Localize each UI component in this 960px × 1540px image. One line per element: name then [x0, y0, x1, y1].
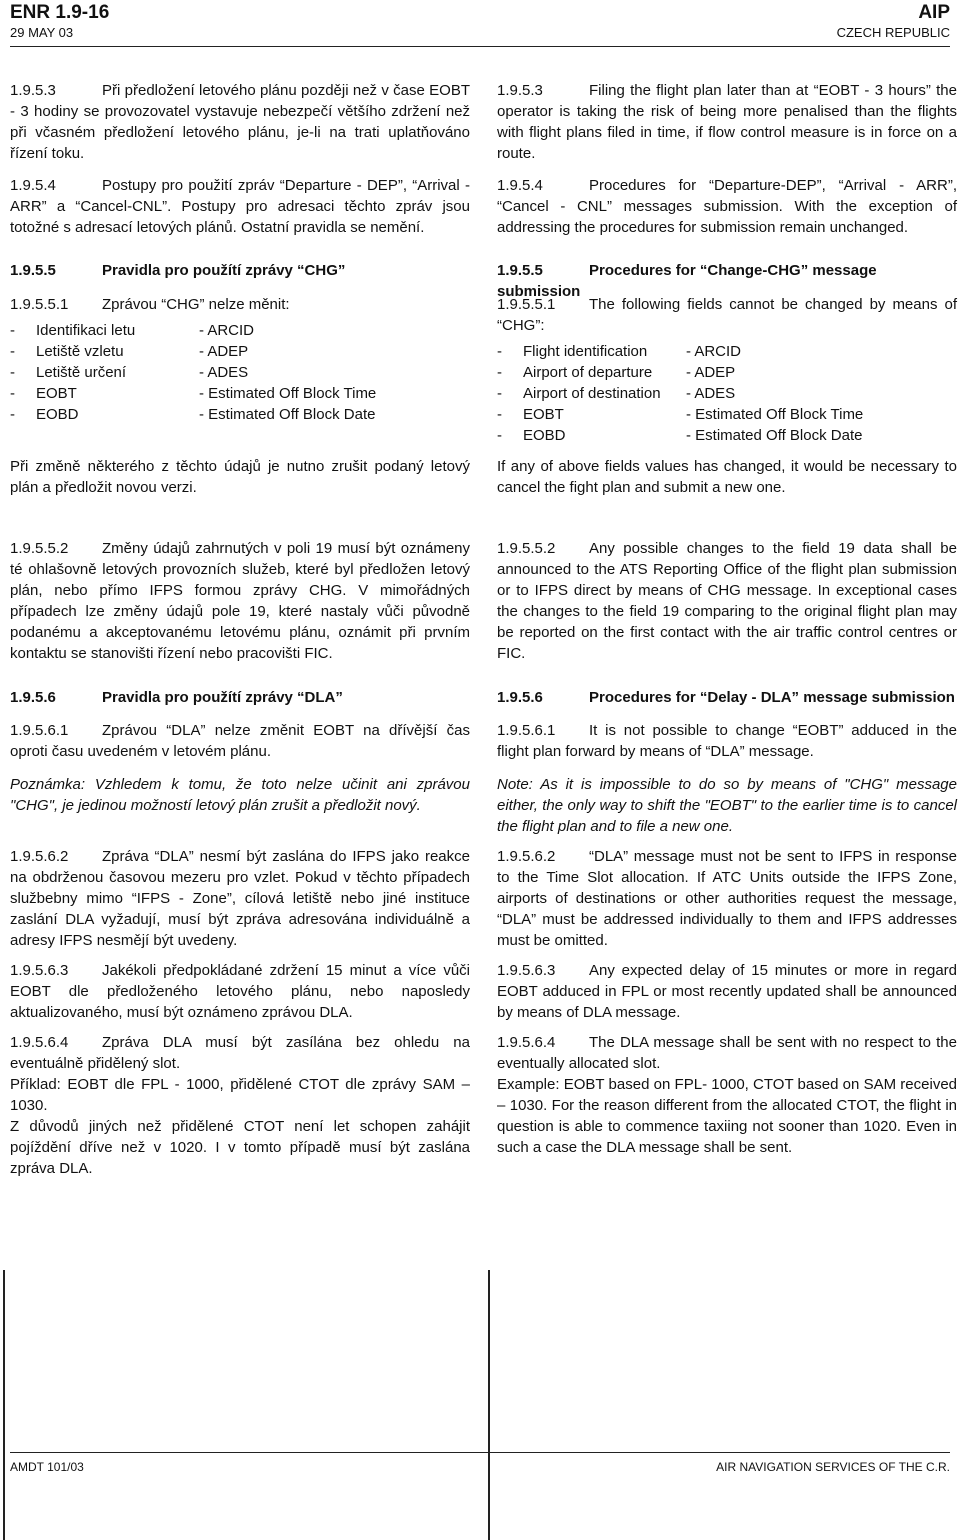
list-item: - EOBT - Estimated Off Block Time — [497, 406, 864, 423]
paragraph-1-9-5-4: 1.9.5.4 Postupy pro použití zpráv “Departure - DEP”, “Arrival - ARR” a “Cancel-CNL”. Postupy pro adresaci těchto zpráv jsou totožné s adresací letových plánů. Ostatní pravidla se nemění. — [10, 177, 470, 236]
heading-1-9-5-5: 1.9.5.5 Procedures for “Change-CHG” message submission — [497, 262, 877, 300]
list-item: - Letiště určení - ADES — [10, 364, 249, 381]
list-item: - Identifikaci letu - ARCID — [10, 322, 255, 339]
page-code: ENR 1.9-16 — [10, 2, 110, 23]
paragraph-1-9-5-6-3: 1.9.5.6.3 Jakékoli předpokládané zdržení 15 minut a více vůči EOBT dle předloženého letového plánu, nebo naposledy aktualizovaného, musí být oznámeno zprávou DLA. — [10, 962, 470, 1021]
heading-1-9-5-5: 1.9.5.5 Pravidla pro použítí zprávy “CHG” — [10, 262, 346, 279]
english-field-list — [497, 341, 957, 446]
paragraph-change-note: Při změně některého z těchto údajů je nutno zrušit podaný letový plán a předložit novou verzi. — [10, 458, 470, 496]
page-header-right — [837, 2, 950, 41]
paragraph-1-9-5-5-2: 1.9.5.5.2 Změny údajů zahrnutých v poli 19 musí být oznámeny té ohlašovně letových provozních služeb, které byl předložen letový plán, nebo přímo IFPS formou zprávy CHG. V mimořádných případech lze změny údajů pole 19, které nastaly vůči původně podanému a akceptovanému letovému plánu, oznámit při prvním kontaktu se stanovišti řízení nebo pracovišti FIC. — [10, 540, 470, 662]
publication-code: AIP — [918, 2, 950, 23]
heading-1-9-5-6: 1.9.5.6 Procedures for “Delay - DLA” message submission — [497, 689, 955, 706]
paragraph-1-9-5-5-2: 1.9.5.5.2 Any possible changes to the field 19 data shall be announced to the ATS Reporting Office of the flight plan submission or to IFPS direct by means of CHG message. In exceptional cases the changes to the field 19 comparing to the original flight plan may be reported on the first contact with the air traffic control centres or FIC. — [497, 540, 957, 662]
list-item: - Airport of destination - ADES — [497, 385, 736, 402]
list-item: - EOBD - Estimated Off Block Date — [10, 406, 376, 423]
example-text: Example: EOBT based on FPL- 1000, CTOT based on SAM received – 1030. For the reason different from the allocated CTOT, the flight in question is able to commence taxiing not sooner than 1020. Even in such a case the DLA message shall be sent. — [497, 1076, 957, 1156]
page-header-left — [10, 2, 109, 41]
paragraph-1-9-5-3: 1.9.5.3 Filing the flight plan later than at “EOBT - 3 hours” the operator is taking the risk of being more penalised than the flights with flight plans filed in time, if flow control measure is in force on a route. — [497, 82, 957, 162]
english-column — [497, 80, 957, 164]
footer-rule — [10, 1452, 950, 1453]
list-item: - Airport of departure - ADEP — [497, 364, 736, 381]
paragraph-1-9-5-4: 1.9.5.4 Procedures for “Departure-DEP”, “Arrival - ARR”, “Cancel - CNL” messages submission. With the exception of addressing the procedures for submission remain unchanged. — [497, 177, 957, 236]
country-name: CZECH REPUBLIC — [836, 25, 950, 40]
paragraph-1-9-5-6-4: 1.9.5.6.4 Zpráva DLA musí být zasílána bez ohledu na eventuálně přidělený slot. — [10, 1034, 470, 1072]
paragraph-change-note: If any of above fields values has changed, it would be necessary to cancel the fight plan and submit a new one. — [497, 458, 957, 496]
heading-1-9-5-6: 1.9.5.6 Pravidla pro použítí zprávy “DLA” — [10, 689, 343, 706]
revision-bar-left — [3, 1270, 5, 1540]
paragraph-tail: Z důvodů jiných než přidělené CTOT není let schopen zahájit pojíždění dříve než v 1020. I v tomto případě musí být zaslána zpráva DLA. — [10, 1118, 470, 1177]
czech-column — [10, 80, 470, 164]
paragraph-1-9-5-6-2: 1.9.5.6.2 Zpráva “DLA” nesmí být zaslána do IFPS jako reakce na obdrženou časovou mezeru pro vzlet. Pokud v těchto případech službebny mimo “IFPS - Zone”, cílová letiště nebo jiné instituce zaslání DLA vyžadují, musí být zpráva adresována individuálně a adresy IFPS nesmějí být uvedeny. — [10, 848, 470, 949]
publisher-name: AIR NAVIGATION SERVICES OF THE C.R. — [716, 1460, 950, 1474]
note-paragraph: Note: As it is impossible to do so by means of "CHG" message either, the only way to shift the "EOBT" to the earlier time is to cancel the flight plan and to file a new one. — [497, 776, 957, 835]
paragraph-1-9-5-6-3: 1.9.5.6.3 Any expected delay of 15 minutes or more in regard EOBT adduced in FPL or most recently updated shall be announced by means of DLA message. — [497, 962, 957, 1021]
revision-bar-right — [488, 1270, 490, 1540]
paragraph-1-9-5-3: 1.9.5.3 Při předložení letového plánu později než v čase EOBT - 3 hodiny se provozovatel vystavuje nebezpečí většího zdržení než při včasném předložení letového plánu, je-li na trati uplatňováno řízení toku. — [10, 82, 470, 162]
list-item: - EOBT - Estimated Off Block Time — [10, 385, 377, 402]
paragraph-1-9-5-6-1: 1.9.5.6.1 It is not possible to change “EOBT” adduced in the flight plan forward by means of “DLA” message. — [497, 722, 957, 760]
paragraph-1-9-5-6-2: 1.9.5.6.2 “DLA” message must not be sent to IFPS in response to the Time Slot allocation. If ATC Units outside the IFPS Zone, airports of destinations or other authorities request the message, “DLA” must be addressed individually to them and IFPS addresses must be omitted. — [497, 848, 957, 949]
amendment-number: AMDT 101/03 — [10, 1460, 84, 1474]
list-item: - Letiště vzletu - ADEP — [10, 343, 249, 360]
page-date: 29 MAY 03 — [10, 25, 74, 40]
czech-field-list — [10, 320, 470, 425]
note-paragraph: Poznámka: Vzhledem k tomu, že toto nelze učinit ani zprávou "CHG", je jedinou možností letový plán zrušit a předložit nový. — [10, 776, 470, 814]
list-item: - Flight identification - ARCID — [497, 343, 742, 360]
paragraph-1-9-5-5-1: 1.9.5.5.1 Zprávou “CHG” nelze měnit: — [10, 296, 290, 313]
example-text: Příklad: EOBT dle FPL - 1000, přidělené CTOT dle zprávy SAM – 1030. — [10, 1076, 470, 1114]
paragraph-1-9-5-5-1: 1.9.5.5.1 The following fields cannot be changed by means of “CHG”: — [497, 296, 957, 334]
paragraph-1-9-5-6-1: 1.9.5.6.1 Zprávou “DLA” nelze změnit EOBT na dřívější čas oproti času uvedeném v letovém plánu. — [10, 722, 470, 760]
list-item: - EOBD - Estimated Off Block Date — [497, 427, 863, 444]
header-rule — [10, 46, 950, 47]
paragraph-1-9-5-6-4: 1.9.5.6.4 The DLA message shall be sent with no respect to the eventually allocated slot. — [497, 1034, 957, 1072]
